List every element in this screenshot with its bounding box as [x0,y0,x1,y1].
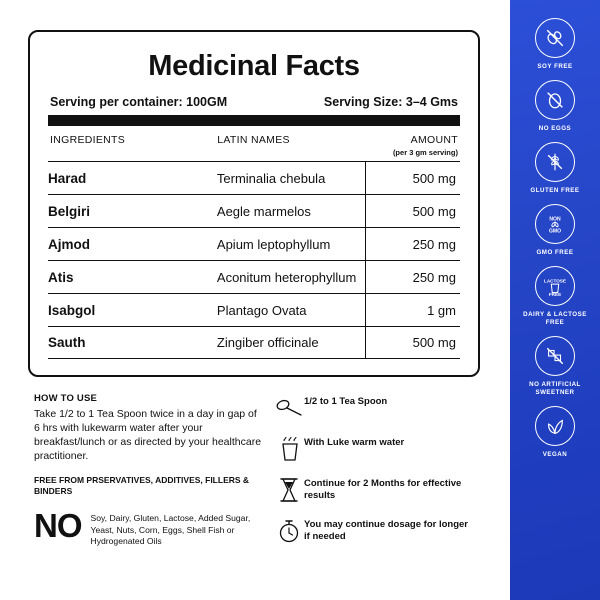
column-header-amount-sub: (per 3 gm serving) [392,148,458,157]
table-header [48,126,460,161]
no-allergen-list: Soy, Dairy, Gluten, Lactose, Added Sugar, Yeast, Nuts, Corn, Eggs, Shell Fish or Hydrogenated Oils [90,513,251,546]
ingredient-name: Harad [48,170,87,186]
ingredient-latin: Terminalia chebula [216,170,326,186]
usage-section [28,393,482,559]
ingredient-latin: Aegle marmelos [216,203,311,219]
how-to-use-block [34,393,274,559]
ingredient-amount: 250 mg [365,261,460,294]
table-row [48,227,460,260]
list-item [274,436,474,462]
vegan-icon [535,406,575,446]
serving-size: Serving Size: 3–4 Gms [323,95,458,109]
no-eggs-icon [535,80,575,120]
list-item [274,477,474,503]
ingredient-latin: Apium leptophyllum [216,236,331,252]
certification-badges-strip [510,0,600,600]
how-to-use-body: Take 1/2 to 1 Tea Spoon twice in a day in gap of 6 hrs with lukewarm water after your breakfast/lunch or as directed by your healthcare practitioner. [34,408,262,462]
badge-label: DAIRY & LACTOSE FREE [523,311,587,326]
gluten-free-icon [535,142,575,182]
badge-soy-free [510,18,600,71]
hourglass-icon [274,477,304,503]
list-item [274,518,474,544]
ingredient-name: Belgiri [48,203,91,219]
badge-gluten-free [510,142,600,195]
medicinal-facts-card [28,30,480,377]
table-row [48,161,460,194]
soy-free-icon [535,18,575,58]
tips-list [274,393,474,559]
tip-text: With Luke warm water [304,437,405,448]
column-header-latin: LATIN NAMES [217,134,290,146]
svg-text:GMO: GMO [548,228,562,235]
tip-text: You may continue dosage for longer if needed [304,519,468,542]
spoon-icon [274,395,304,421]
warm-glass-icon [274,436,304,462]
tip-text: Continue for 2 Months for effective results [304,478,462,501]
ingredient-latin: Aconitum heterophyllum [216,269,357,285]
ingredient-amount: 1 gm [365,294,460,327]
ingredient-name: Sauth [48,335,86,350]
non-gmo-icon [535,204,575,244]
badge-label: VEGAN [542,451,568,458]
badge-no-artificial-sweetener [510,336,600,397]
no-word: NO [34,507,82,544]
list-item [274,395,474,421]
stopwatch-icon [274,518,304,544]
svg-text:LACTOSE: LACTOSE [544,278,566,284]
serving-info-row [48,95,460,115]
badge-gmo-free [510,204,600,257]
ingredient-name: Atis [48,269,74,285]
tip-text: 1/2 to 1 Tea Spoon [304,396,388,407]
badge-label: NO EGGS [538,125,572,132]
badge-dairy-lactose-free [510,266,600,327]
page-title: Medicinal Facts [148,50,360,82]
badge-label: NO ARTIFICIAL SWEETNER [529,381,581,396]
ingredient-amount: 500 mg [365,162,460,195]
ingredient-amount: 500 mg [365,326,460,359]
free-from-text: FREE FROM PRSERVATIVES, ADDITIVES, FILLERS & BINDERS [34,475,250,496]
ingredient-amount: 500 mg [365,195,460,228]
how-to-use-heading: HOW TO USE [34,393,98,404]
serving-per-container: Serving per container: 100GM [50,95,228,109]
ingredient-name: Isabgol [48,302,96,318]
column-header-amount [364,134,458,157]
ingredient-amount: 250 mg [365,228,460,261]
badge-no-eggs [510,80,600,133]
table-row [48,326,460,359]
divider-thick [48,115,460,126]
ingredient-name: Ajmod [48,236,90,252]
no-allergens-block [34,507,262,548]
ingredient-latin: Zingiber officinale [216,335,319,350]
column-header-ingredients: INGREDIENTS [50,134,126,146]
svg-text:NON: NON [549,216,561,223]
table-row [48,293,460,326]
ingredient-latin: Plantago Ovata [216,302,307,318]
badge-label: GMO FREE [536,249,574,256]
column-header-amount-text: AMOUNT [410,134,458,146]
lactose-free-icon [535,266,575,306]
ingredients-table [48,161,460,359]
badge-label: SOY FREE [537,63,573,70]
no-sweetener-icon [535,336,575,376]
table-row [48,260,460,293]
table-row [48,194,460,227]
badge-vegan [510,406,600,459]
svg-text:FREE: FREE [548,292,562,298]
badge-label: GLUTEN FREE [530,187,580,194]
